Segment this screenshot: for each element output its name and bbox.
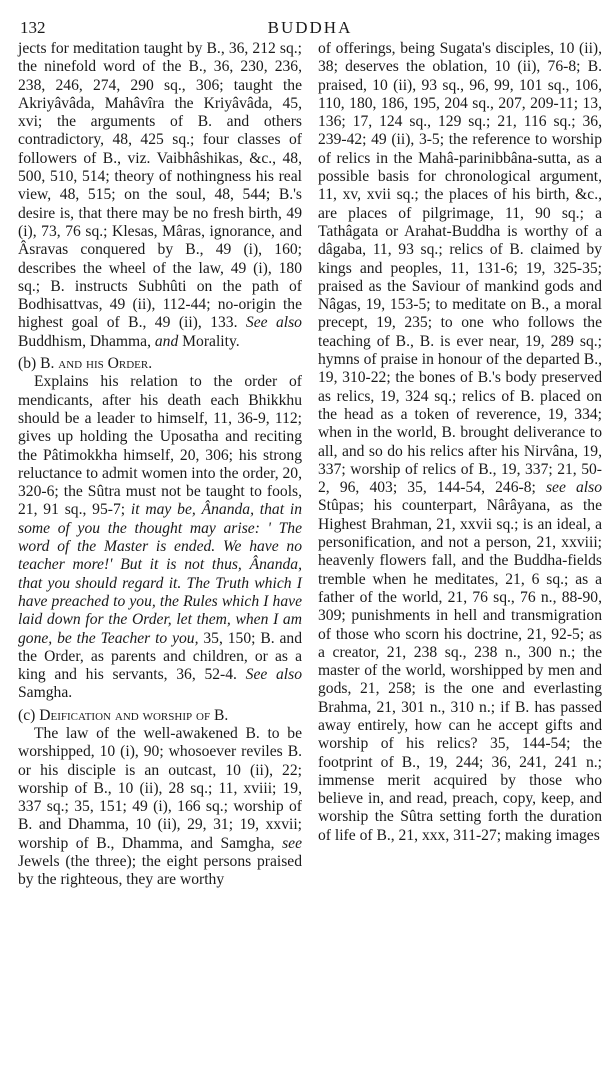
section-title: Deification and worship of B. bbox=[39, 706, 229, 724]
section-label: (c) bbox=[18, 706, 40, 724]
section-title: B. and his Order. bbox=[40, 355, 153, 373]
entry-text: Explains his relation to the order of mendicants, after his death each Bhikkhu should be a leader to himself, 11, 36-9, 112; gives up holding the Uposatha and reciting the Pâtimokkha himself, 20, 306; his strong reluctance to admit women into the order, 20, 320-6; the Sûtra must not be taught to fools, 21, 91 sq., 95-7; bbox=[18, 373, 302, 519]
see-also-label: See also bbox=[245, 666, 302, 684]
left-column bbox=[18, 40, 302, 890]
see-label: see bbox=[282, 834, 302, 852]
quoted-passage: it may be, Ânanda, that in some of you the thought may arise: ' The word of the Master is ended. We have no teacher more!' But it is not thus, Ânanda, that you should regard it. The Truth which I have preached to you, the Rules which I have laid down for the Order, let them, when I am gone, be the Teacher to you, bbox=[18, 501, 302, 647]
entry-text: Samgha. bbox=[18, 684, 73, 702]
section-heading-c bbox=[18, 707, 302, 725]
entry-text: Stûpas; his counterpart, Nârâyana, as the Highest Brahman, 21, xxvii sq.; is an ideal, a personification, and not a person, 21, xxviii; heavenly flowers fall, and the Buddha-fields tremble when he meditates, 21, 6 sq.; as a father of the world, 21, 76 sq., 76 n., 88-90, 309; punishments in hell and transmigration of those who scorn his doctrine, 21, 92-5; as a creator, 21, 238 sq., 238 n., 300 n.; the master of the world, worshipped by men and gods, 21, 258; is the one and everlasting Brahma, 21, 301 n., 310 n.; if B. has passed away entirely, how can he accept gifts and worship of his relics? 35, 144-54; the footprint of B., 19, 244; 36, 241, 241 n.; immense merit acquired by those who believe in, and read, preach, copy, keep, and worship the Sûtra setting forth the duration of life of B., 21, xxx, 311-27; making images bbox=[318, 497, 602, 844]
entry-continuation bbox=[18, 40, 302, 351]
entry-text: jects for meditation taught by B., 36, 212 sq.; the ninefold word of the B., 36, 230, 236, 238, 246, 274, 290 sq., 306; taught the Akriyâvâda, Mahâvîra the Kriyâvâda, 45, xvi; the arguments of B. and others contradictory, 48, 425 sq.; four classes of followers of B., viz. Vaibhâshikas, &c., 48, 500, 510, 514; theory of nothingness his real view, 48, 515; on the soul, 48, 544; B.'s desire is, that there may be no fresh birth, 49 (i), 73, 76 sq.; Klesas, Mâras, ignorance, and Âsravas conquered by B., 49 (i), 160; describes the wheel of the law, 49 (i), 180 sq.; B. instructs Subhûti on the path of Bodhisattvas, 49 (ii), 112-44; no-origin the highest goal of B., 49 (ii), 133. bbox=[18, 40, 302, 332]
see-also-label: See also bbox=[245, 314, 302, 332]
entry-text: of offerings, being Sugata's disciples, 10 (ii), 38; deserves the oblation, 10 (ii), 76-8; B. praised, 10 (ii), 93 sq., 96, 99, 101 sq., 106, 110, 180, 186, 195, 204 sq., 207, 209-11; 13, 136; 17, 124 sq., 129 sq.; 21, 116 sq.; 36, 239-42; 49 (ii), 3-5; the reference to worship of relics in the Mahâ-parinibbâna-sutta, as a possible basis for chronological argument, 11, xv, xvii sq.; the places of his birth, &c., are places of pilgrimage, 11, 90 sq.; a Tathâgata or Arahat-Buddha is worthy of a dâgaba, 11, 93 sq.; relics of B. claimed by kings and peoples, 11, 131-6; 19, 325-35; praised as the Saviour of mankind gods and Nâgas, 19, 153-5; to meditate on B., a moral precept, 19, 235; to one who follows the teaching of B., B. is ever near, 19, 289 sq.; hymns of praise in honour of the departed B., 19, 310-22; the bones of B.'s body preserved as relics, 19, 324 sq.; relics of B. placed on the head as a token of reverence, 19, 334; when in the world, B. brought deliverance to all, and so do his relics after his Nirvâna, 19, 337; worship of relics of B., 19, 337; 21, 50-2, 96, 403; 35, 144-54, 246-8; bbox=[318, 40, 602, 497]
entry-text: Buddhism, Dhamma, bbox=[18, 332, 155, 350]
entry-continuation bbox=[318, 40, 602, 845]
section-body-c bbox=[18, 725, 302, 890]
see-also-label: see also bbox=[545, 479, 603, 497]
page-number: 132 bbox=[20, 18, 46, 37]
entry-text: 35, 150; B. and the Order, as parents and children, or as a king and his servants, 36, 52-4. bbox=[18, 629, 303, 684]
index-columns bbox=[18, 40, 602, 890]
and-label: and bbox=[154, 332, 179, 350]
right-column bbox=[318, 40, 602, 890]
section-label: (b) bbox=[18, 355, 41, 373]
entry-text: The law of the well-awakened B. to be worshipped, 10 (i), 90; whosoever reviles B. or his disciple is an outcast, 10 (ii), 22; worship of B., 10 (ii), 28 sq.; 11, xviii; 19, 337 sq.; 35, 151; 49 (i), 166 sq.; worship of B. and Dhamma, 10 (ii), 29, 31; 19, xxvii; worship of B., Dhamma, and Samgha, bbox=[18, 724, 302, 852]
section-body-b bbox=[18, 373, 302, 702]
page-header bbox=[18, 12, 602, 38]
running-title: BUDDHA bbox=[267, 18, 353, 37]
entry-text: Jewels (the three); the eight persons praised by the righteous, they are worthy bbox=[18, 853, 302, 889]
section-heading-b bbox=[18, 355, 302, 373]
entry-text: Morality. bbox=[178, 332, 240, 350]
